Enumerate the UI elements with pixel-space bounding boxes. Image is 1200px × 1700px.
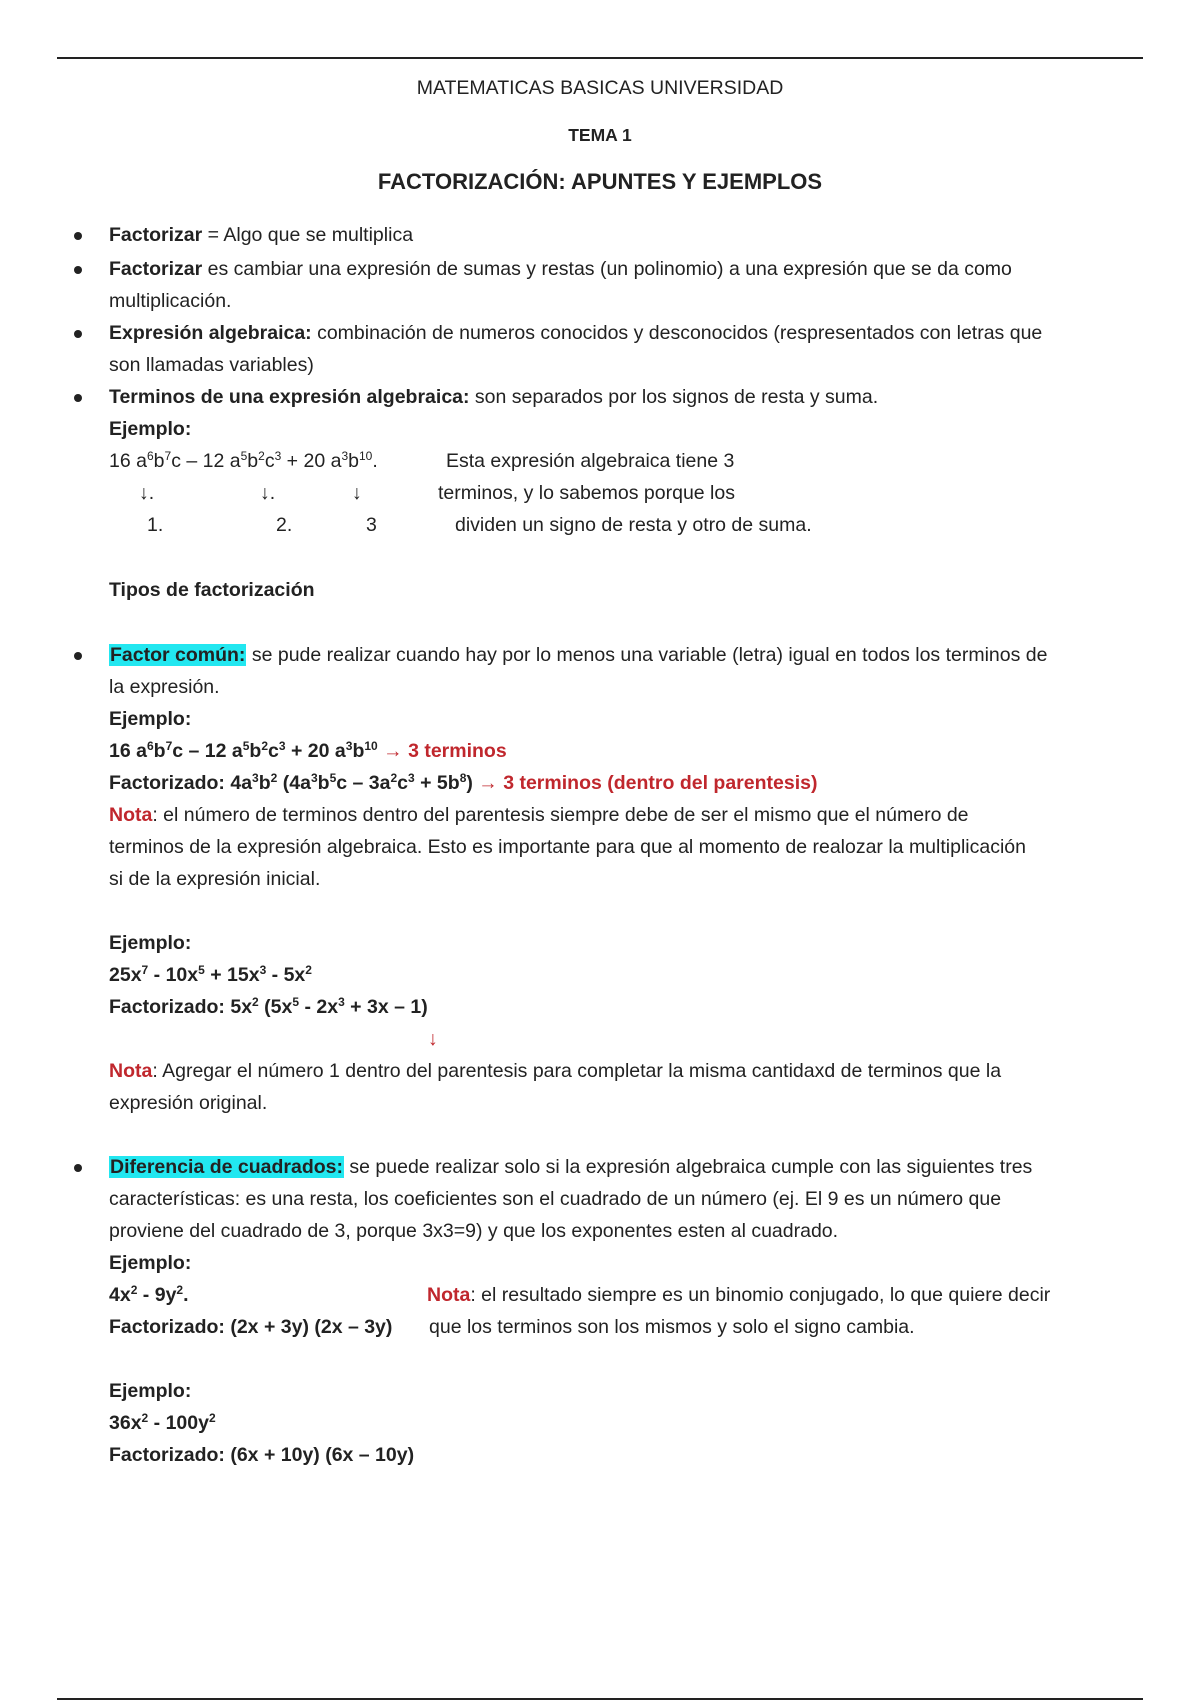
definition-text: combinación de numeros conocidos y desconocidos (respresentados con letras que [311,322,1043,344]
factored-label: Factorizado: [109,996,231,1018]
bullet-icon [74,330,82,338]
term-number: 2. [276,514,293,536]
down-arrow-icon: ↓ [428,1028,438,1050]
example-label: Ejemplo: [109,1252,192,1274]
diferencia-factored-2: Factorizado: (6x + 10y) (6x – 10y) [109,1444,415,1466]
bullet-icon [74,394,82,402]
example-explanation-3: dividen un signo de resta y otro de suma. [455,514,812,536]
bullet-icon [74,232,82,240]
factor-comun-desc-cont: la expresión. [109,676,220,698]
definition-text: = Algo que se multiplica [202,224,414,246]
diferencia-expression-2: $36x^2 - 100y^2$ [109,1411,216,1434]
diferencia-factored: Factorizado: (2x + 3y) (2x – 3y) [109,1316,393,1338]
factor-comun-expression-2: $25x^7 - 10x^5 + 15x^3 - 5x^2$ [109,963,312,986]
example-label: Ejemplo: [109,1380,192,1402]
factor-comun-desc: se pude realizar cuando hay por lo menos una variable (letra) igual en todos los terminos de [246,644,1048,666]
factor-comun-note [109,801,969,829]
definition-3 [109,319,1042,347]
note-text: : el número de terminos dentro del parentesis siempre debe de ser el mismo que el número de [152,804,969,826]
diferencia-desc-cont: proviene del cuadrado de 3, porque 3x3=9) y que los exponentes esten al cuadrado. [109,1220,839,1242]
term-number: 1. [147,514,164,536]
diferencia-desc: se puede realizar solo si la expresión algebraica cumple con las siguientes tres [344,1156,1033,1178]
term-count-note: → 3 terminos [377,740,507,762]
factored-label: Factorizado: [109,772,231,794]
definition-1 [109,221,413,249]
example-explanation-2: terminos, y lo sabemos porque los [438,482,735,504]
down-arrow-icon: ↓ [352,482,362,504]
topic-header: TEMA 1 [568,125,632,145]
example-label: Ejemplo: [109,418,192,440]
definition-4 [109,383,878,411]
factor-comun-term: Factor común: [110,644,246,666]
factor-comun-note-2-cont: expresión original. [109,1092,268,1114]
definition-text: son separados por los signos de resta y suma. [469,386,879,408]
term-number: 3 [366,514,377,536]
diferencia-expression: $4x^2 - 9y^2$. [109,1283,189,1306]
factor-comun-note-cont: si de la expresión inicial. [109,868,321,890]
note-text: : Agregar el número 1 dentro del parentesis para completar la misma cantidaxd de terminos que la [152,1060,1002,1082]
down-arrow-icon: ↓. [139,482,155,504]
diferencia-desc-cont: características: es una resta, los coeficientes son el cuadrado de un número (ej. El 9 es un número que [109,1188,1002,1210]
diferencia-note [427,1281,1050,1309]
note-text: : el resultado siempre es un binomio conjugado, lo que quiere decir [470,1284,1051,1306]
example-label: Ejemplo: [109,932,192,954]
example-explanation-1: Esta expresión algebraica tiene 3 [446,450,735,472]
factor-comun-expression: 16 $a^6b^7c - 12$ $a^5b^2c^3 + 20$ $a^3b^{10} \to 3$ terminos [109,739,507,762]
section-heading: Tipos de factorización [109,579,315,601]
factor-comun-factored-2: Factorizado: $5x^2$ $(5x^5 - 2x^3 + 3x - 1)$ [109,995,428,1018]
factor-comun-definition [109,641,1047,669]
note-label: Nota [109,804,153,826]
example-label: Ejemplo: [109,708,192,730]
factor-comun-note-cont: terminos de la expresión algebraica. Esto es importante para que al momento de realozar la multiplicación [109,836,1026,858]
definition-2 [109,255,1012,283]
definition-term: Expresión algebraica: [109,322,312,344]
course-header: MATEMATICAS BASICAS UNIVERSIDAD [416,77,784,99]
term-count-note: → 3 terminos (dentro del parentesis) [472,772,818,794]
definition-term: Factorizar [109,224,203,246]
note-label: Nota [109,1060,153,1082]
diferencia-definition [109,1153,1032,1181]
bullet-icon [74,266,82,274]
factor-comun-note-2 [109,1057,1001,1085]
example-expression: 16 $a^6b^7c - 12$ $a^5b^2c^3 + 20$ $a^3b^{10}$. [109,449,378,472]
top-rule [57,57,1143,59]
down-arrow-icon: ↓. [260,482,276,504]
bullet-icon [74,1164,82,1172]
diferencia-term: Diferencia de cuadrados: [110,1156,343,1178]
definition-term: Terminos de una expresión algebraica: [109,386,470,408]
factor-comun-factored: Factorizado: $4a^3b^2$ $(4a^3b^5c - 3a^2c^3 + 5b^8) \to 3$ terminos (dentro del parentesis) [109,771,818,794]
definition-term: Factorizar [109,258,203,280]
definition-text: es cambiar una expresión de sumas y restas (un polinomio) a una expresión que se da como [202,258,1012,280]
definition-2-cont: multiplicación. [109,290,232,312]
note-label: Nota [427,1284,471,1306]
definition-3-cont: son llamadas variables) [109,354,314,376]
bullet-icon [74,652,82,660]
diferencia-note-cont: que los terminos son los mismos y solo el signo cambia. [429,1316,915,1338]
page-title: FACTORIZACIÓN: APUNTES Y EJEMPLOS [377,169,823,194]
